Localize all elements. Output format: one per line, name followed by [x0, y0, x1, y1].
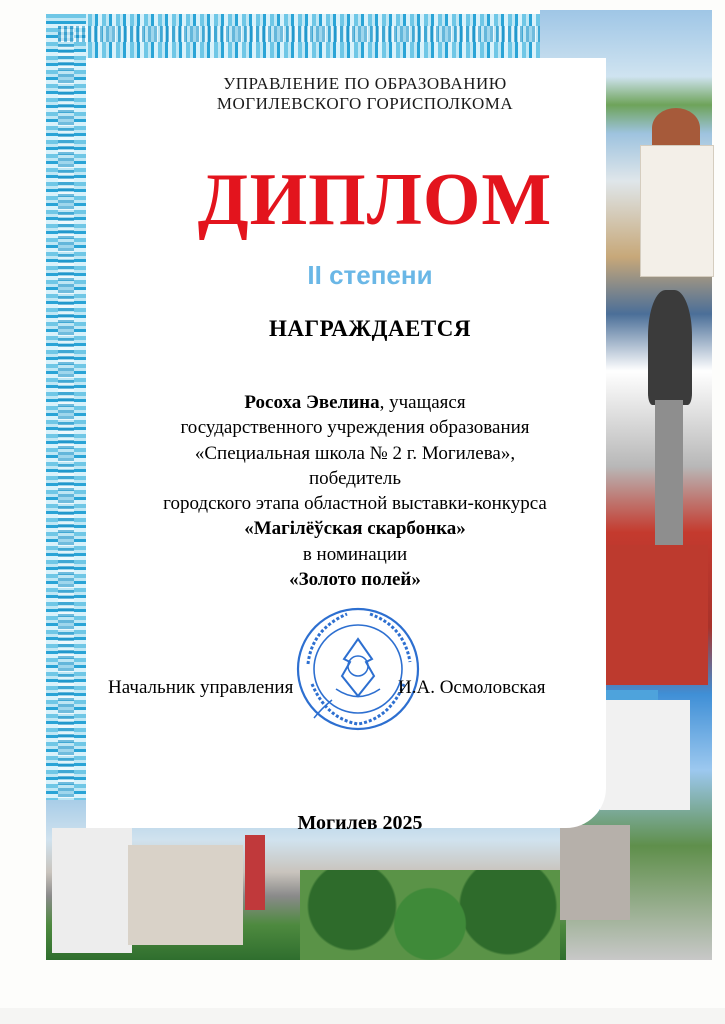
ornament-border-inner-left	[58, 26, 74, 806]
residential-block	[52, 828, 132, 953]
signatory-role: Начальник управления	[108, 677, 294, 698]
issuer-header	[120, 74, 610, 114]
diploma-degree: II степени	[307, 260, 433, 290]
institution-line-1: государственного учреждения образования	[180, 417, 530, 439]
ornament-border-inner-top	[58, 26, 598, 42]
city-trees	[300, 870, 560, 960]
scan-margin	[0, 1008, 725, 1024]
diploma-title: ДИПЛОМ	[197, 159, 553, 241]
nomination-name: «Золото полей»	[289, 569, 421, 591]
winner-status: победитель	[309, 467, 401, 489]
rotunda-building	[640, 145, 714, 277]
signatory-name: И.А. Осмоловская	[398, 677, 546, 698]
official-stamp-icon	[292, 604, 424, 734]
recipient-role: , учащаяся	[379, 392, 466, 413]
place-and-year: Могилев 2025	[297, 812, 423, 834]
recipient-name: Росоха Эвелина	[244, 392, 380, 413]
issuer-line-1: УПРАВЛЕНИЕ ПО ОБРАЗОВАНИЮ	[223, 74, 507, 93]
contest-name: «Магілёўская скарбонка»	[244, 518, 466, 540]
issuer-line-2: МОГИЛЕВСКОГО ГОРИСПОЛКОМА	[216, 94, 514, 113]
white-office-building	[600, 700, 690, 810]
nomination-label: в номинации	[302, 543, 408, 565]
monument-column	[655, 400, 683, 550]
award-label: НАГРАЖДАЕТСЯ	[269, 316, 471, 341]
rotunda-dome	[652, 108, 700, 148]
residential-block	[560, 825, 630, 920]
recipient-line	[110, 390, 600, 415]
residential-block	[128, 845, 243, 945]
institution-line-2: «Специальная школа № 2 г. Могилева»,	[194, 442, 516, 464]
residential-block	[245, 835, 265, 910]
contest-stage: городского этапа областной выставки-конкурса	[163, 493, 547, 515]
award-text	[110, 390, 600, 592]
monument-statue	[648, 290, 692, 405]
